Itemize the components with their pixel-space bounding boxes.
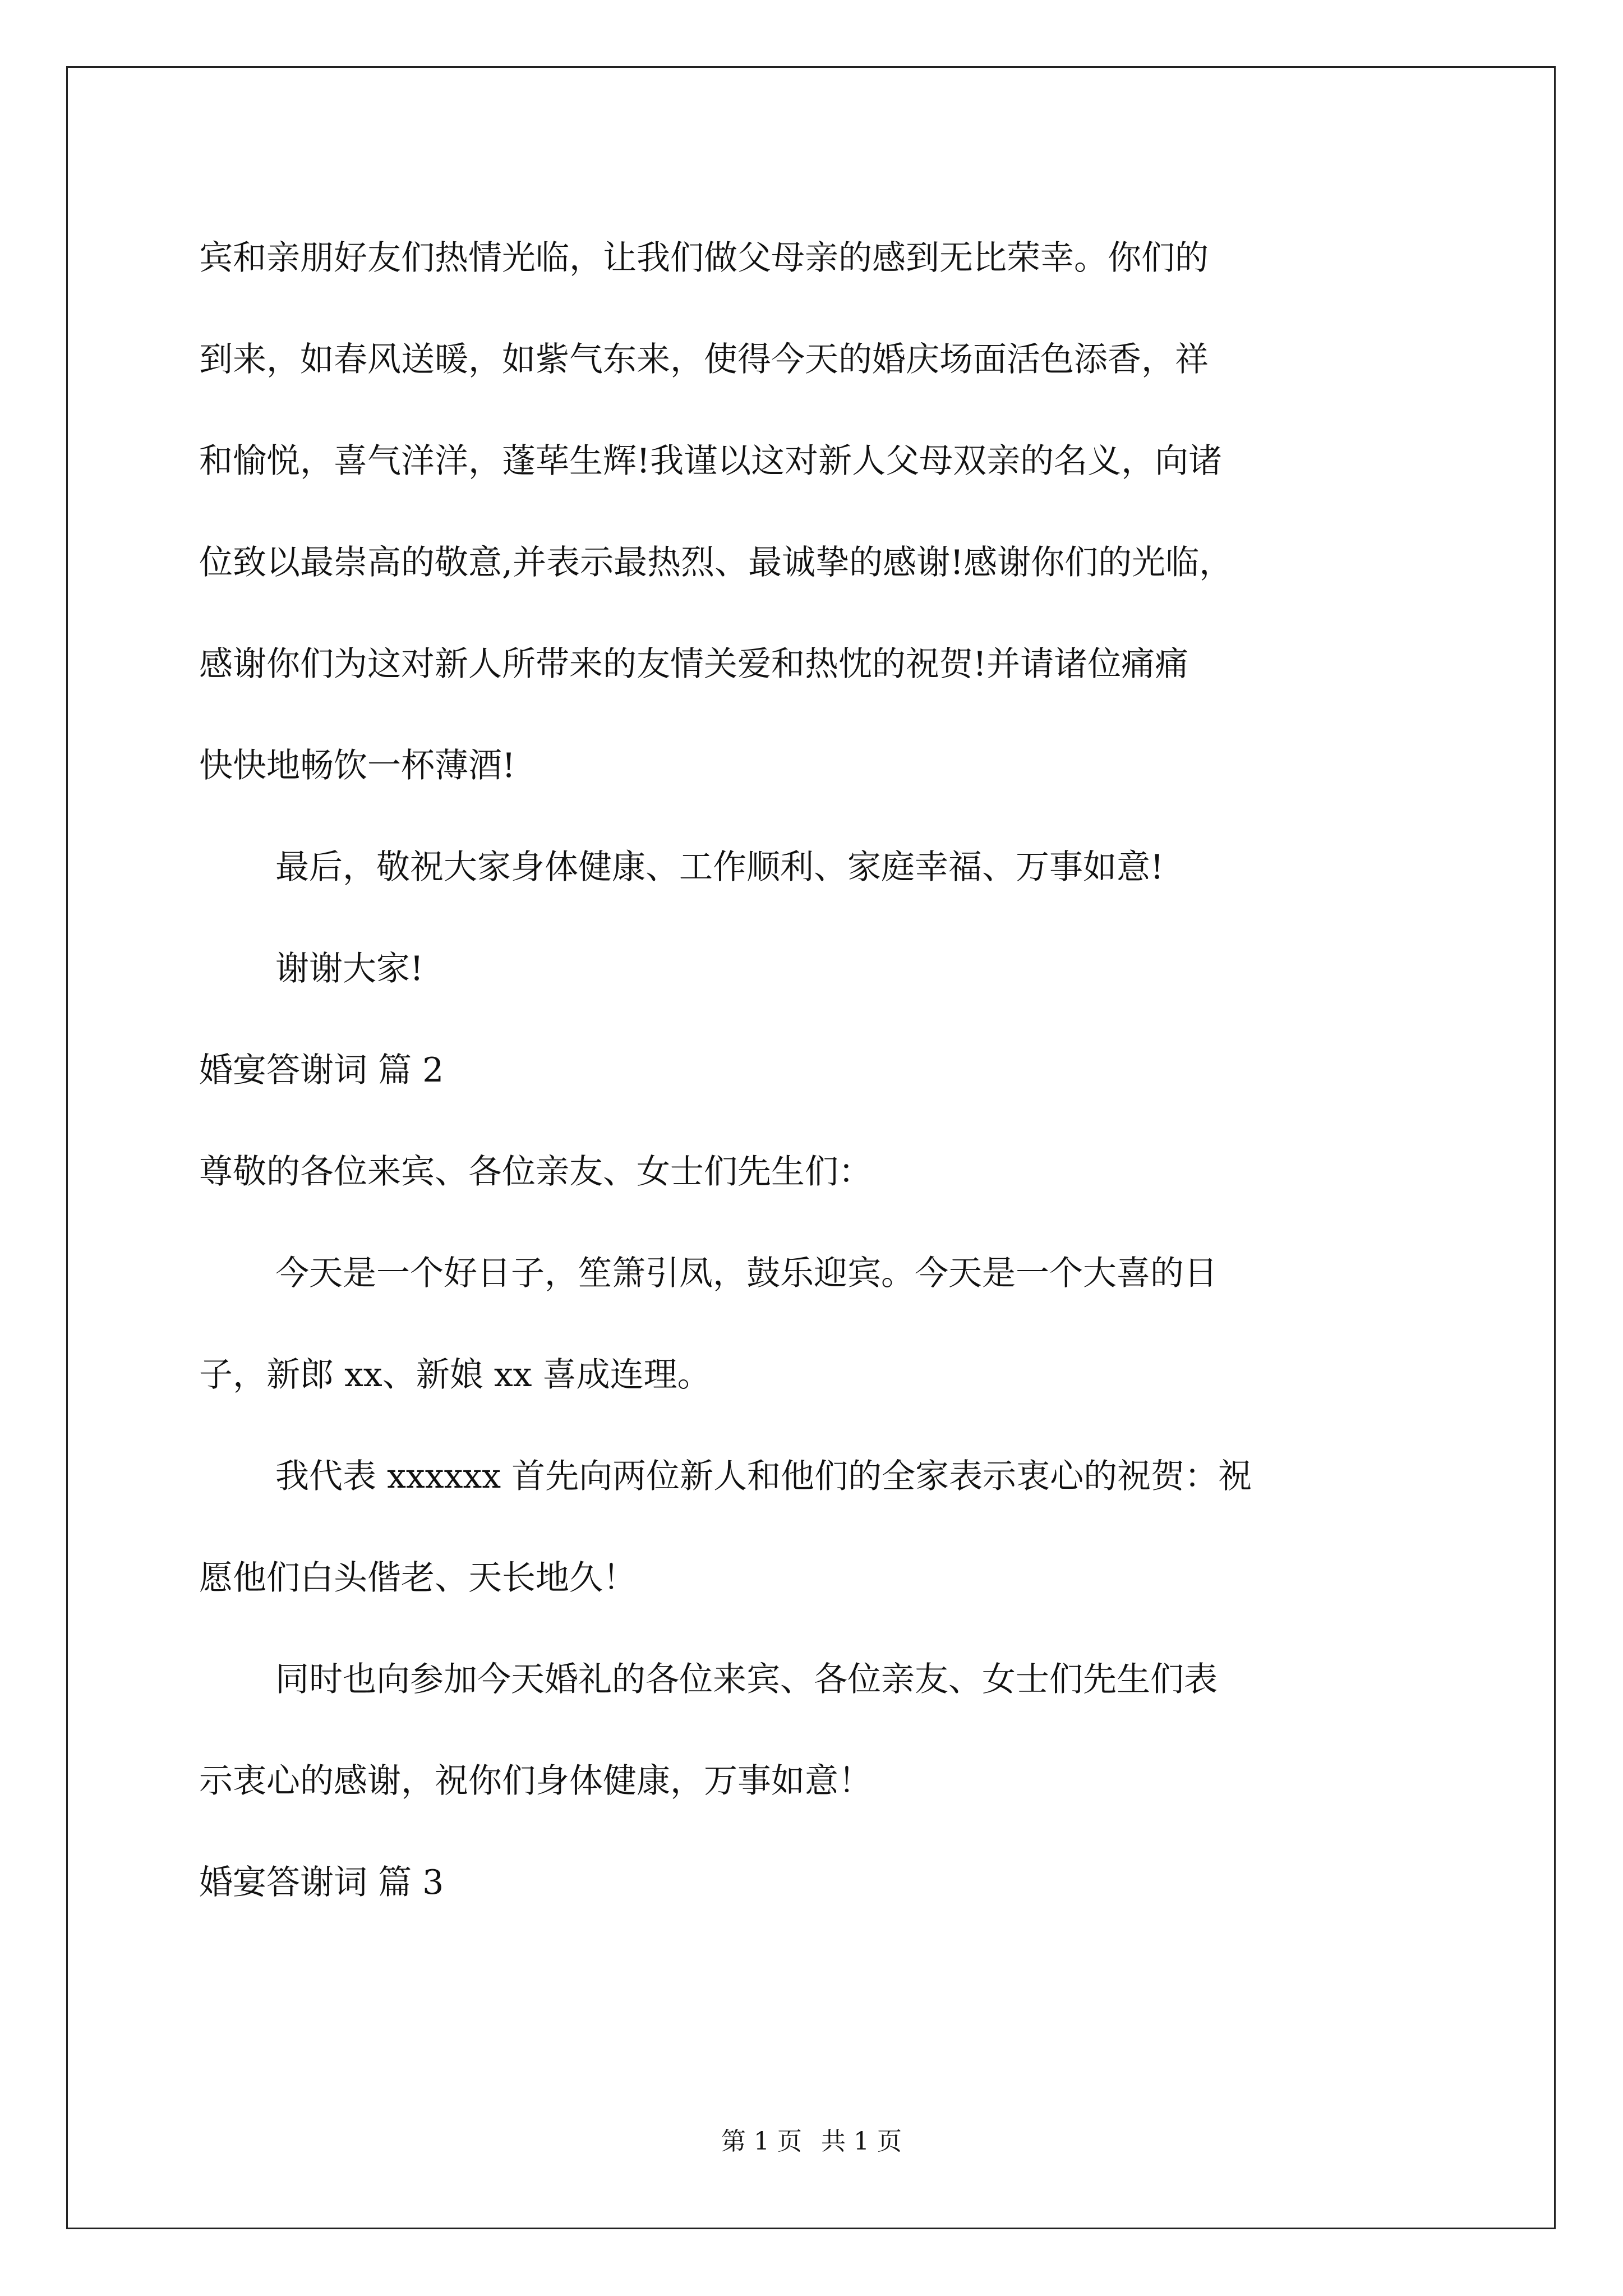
page-footer [0,2125,1623,2159]
body-line: 谢谢大家! [275,949,424,988]
body-line: 和愉悦，喜气洋洋，蓬荜生辉!我谨以这对新人父母双亲的名义，向诸 [199,441,1223,481]
page-total: 共 1 页 [821,2127,902,2156]
body-line: 到来，如春风送暖，如紫气东来，使得今天的婚庆场面活色添香，祥 [199,340,1209,379]
body-line: 感谢你们为这对新人所带来的友情关爱和热忱的祝贺!并请诸位痛痛 [199,645,1189,684]
body-line: 最后，敬祝大家身体健康、工作顺利、家庭幸福、万事如意! [275,848,1164,887]
salutation-line: 尊敬的各位来宾、各位亲友、女士们先生们： [199,1152,872,1191]
body-line: 宾和亲朋好友们热情光临，让我们做父母亲的感到无比荣幸。你们的 [199,238,1209,278]
body-line: 快快地畅饮一杯薄酒! [199,746,516,785]
section-heading: 婚宴答谢词 篇 2 [199,1051,444,1090]
body-line: 愿他们白头偕老、天长地久！ [199,1558,637,1598]
body-line: 同时也向参加今天婚礼的各位来宾、各位亲友、女士们先生们表 [275,1660,1218,1699]
body-line: 子，新郎 xx、新娘 xx 喜成连理。 [199,1355,711,1395]
section-heading: 婚宴答谢词 篇 3 [199,1863,444,1902]
body-line: 我代表 xxxxxx 首先向两位新人和他们的全家表示衷心的祝贺：祝 [275,1457,1252,1496]
body-line: 示衷心的感谢，祝你们身体健康，万事如意！ [199,1761,872,1801]
document-body [199,208,1433,1934]
body-line: 位致以最崇高的敬意,并表示最热烈、最诚挚的感谢!感谢你们的光临， [199,543,1233,582]
page-number: 第 1 页 [721,2127,802,2156]
body-line: 今天是一个好日子，笙箫引凤，鼓乐迎宾。今天是一个大喜的日 [275,1254,1218,1293]
